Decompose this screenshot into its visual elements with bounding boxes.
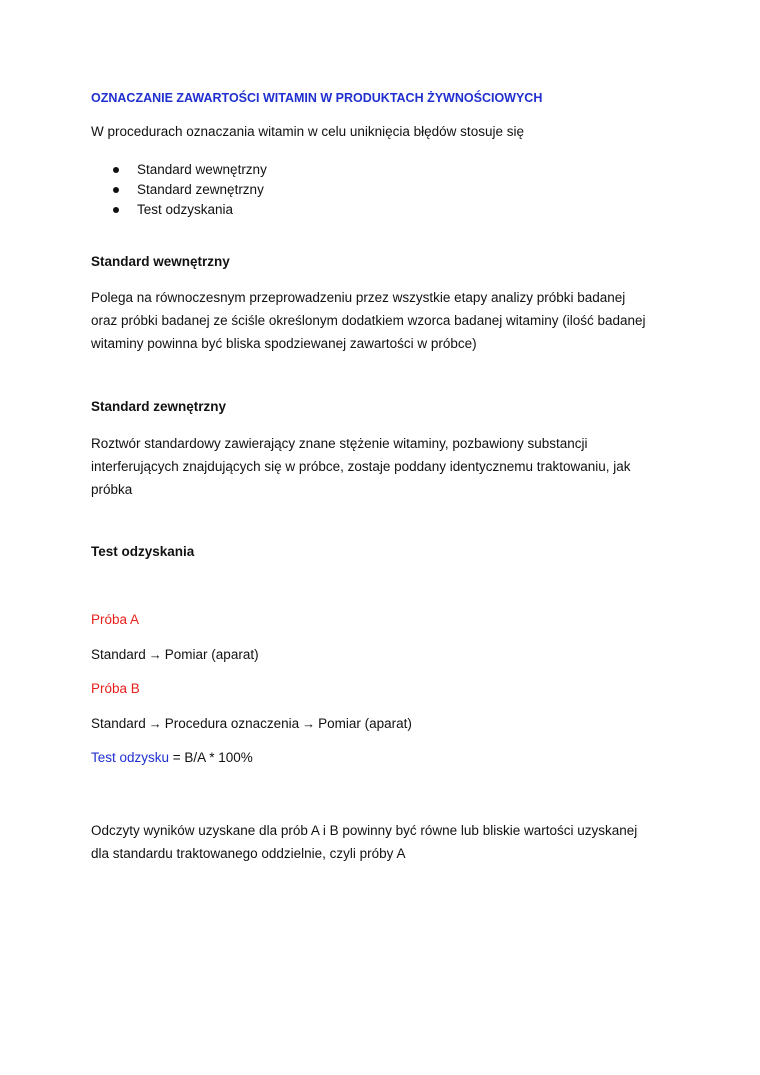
list-item: Standard wewnętrzny [112, 160, 267, 180]
bullet-icon [113, 207, 119, 213]
formula-label: Test odzysku [91, 750, 170, 765]
formula-line [91, 750, 681, 765]
paragraph-standard-zewnetrzny: Roztwór standardowy zawierający znane stężenie witaminy, pozbawiony substancji interferujących znajdujących się w próbce, zostaje poddany identycznemu traktowaniu, jak próbka [91, 436, 631, 497]
paragraph-standard-wewnetrzny: Polega na równoczesnym przeprowadzeniu przez wszystkie etapy analizy próbki badanej oraz próbki badanej ze ściśle określonym dodatkiem wzorca badanej witaminy (ilość badanej witaminy powinna być bliska spodziewanej zawartości w próbce) [91, 290, 646, 351]
arrow-right-icon: → [302, 716, 316, 731]
proba-a-procedure: Standard → Pomiar (aparat) [91, 647, 259, 662]
heading-test-odzyskania: Test odzyskania [91, 544, 195, 559]
formula-expression: = B/A * 100% [169, 750, 253, 765]
conclusion-paragraph: Odczyty wyników uzyskane dla prób A i B powinny być równe lub bliskie wartości uzyskanej dla standardu traktowanego oddzielnie, czyli próby A [91, 823, 638, 861]
document-title: OZNACZANIE ZAWARTOŚCI WITAMIN W PRODUKTACH ŻYWNOŚCIOWYCH [91, 91, 543, 105]
bullet-icon [113, 187, 119, 193]
heading-standard-wewnetrzny: Standard wewnętrzny [91, 254, 230, 269]
list-item: Test odzyskania [112, 200, 267, 220]
heading-standard-zewnetrzny: Standard zewnętrzny [91, 399, 227, 414]
proba-b-procedure: Standard → Procedura oznaczenia → Pomiar (aparat) [91, 716, 412, 731]
proba-a-label: Próba A [91, 612, 140, 627]
proba-b-label: Próba B [91, 681, 140, 696]
list-item: Standard zewnętrzny [112, 180, 267, 200]
arrow-right-icon: → [148, 716, 162, 731]
bullet-list [112, 160, 267, 220]
bullet-icon [113, 167, 119, 173]
arrow-right-icon: → [148, 647, 162, 662]
intro-paragraph: W procedurach oznaczania witamin w celu uniknięcia błędów stosuje się [91, 124, 524, 139]
